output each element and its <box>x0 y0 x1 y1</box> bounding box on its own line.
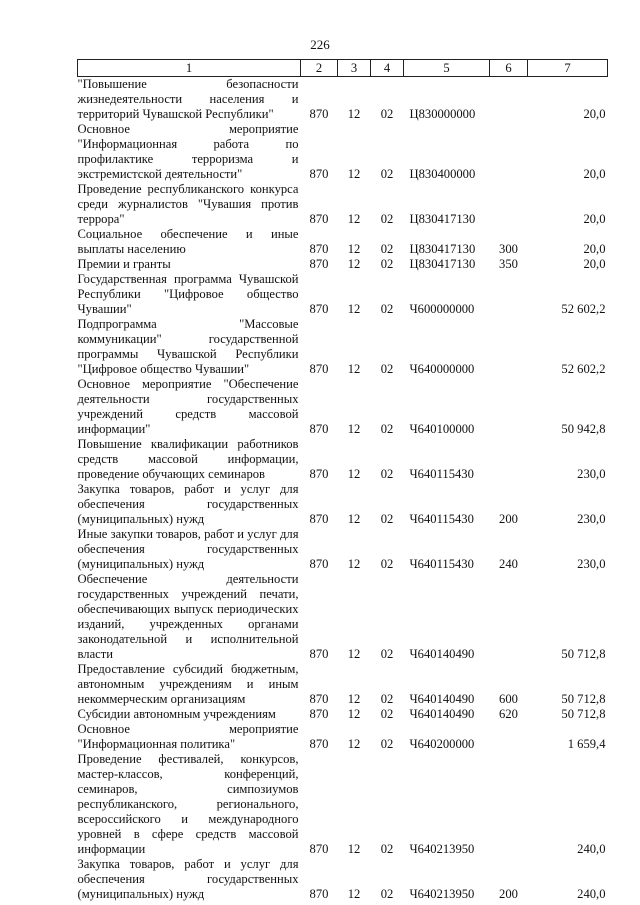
cell-ministry: 870 <box>309 692 329 706</box>
cell-section: 12 <box>347 737 361 751</box>
cell-target-article: Ч600000000 <box>409 302 475 316</box>
cell-target-article: Ч640213950 <box>409 887 475 901</box>
row-name: Иные закупки товаров, работ и услуг для обеспечения государственных (муниципальных) нужд <box>77 527 299 571</box>
cell-ministry: 870 <box>309 842 329 856</box>
row-name: Проведение республиканского конкурса среди журналистов "Чувашия против террора" <box>77 182 299 226</box>
cell-target-article: Ц830400000 <box>409 167 476 181</box>
row-name: Социальное обеспечение и иные выплаты населению <box>77 227 299 256</box>
cell-subsection: 02 <box>380 467 394 481</box>
cell-section: 12 <box>347 467 361 481</box>
cell-target-article: Ч640115430 <box>409 467 474 481</box>
cell-section: 12 <box>347 242 361 256</box>
cell-expense-type <box>490 317 528 377</box>
cell-subsection: 02 <box>380 842 394 856</box>
cell-amount: 20,0 <box>583 242 606 256</box>
header-col-6: 6 <box>490 60 528 77</box>
row-name: Предоставление субсидий бюджетным, автономным учреждениям и иным некоммерческим организациям <box>77 662 299 706</box>
cell-expense-type: 300 <box>499 242 518 256</box>
row-name: Субсидии автономным учреждениям <box>77 707 276 721</box>
header-col-4: 4 <box>371 60 404 77</box>
table-row <box>78 257 608 272</box>
cell-target-article: Ц830000000 <box>409 107 476 121</box>
cell-ministry: 870 <box>309 422 329 436</box>
cell-amount: 50 712,8 <box>561 692 606 706</box>
cell-subsection: 02 <box>380 887 394 901</box>
cell-subsection: 02 <box>380 362 394 376</box>
row-name: Обеспечение деятельности государственных учреждений печати, обеспечивающих выпуск периодических изданий, учрежденных органами законодательной и исполнительной власти <box>77 572 299 661</box>
cell-section: 12 <box>347 512 361 526</box>
cell-expense-type <box>490 377 528 437</box>
cell-target-article: Ч640200000 <box>409 737 475 751</box>
cell-expense-type <box>490 77 528 123</box>
cell-target-article: Ч640115430 <box>409 512 474 526</box>
cell-ministry: 870 <box>309 362 329 376</box>
table-row <box>78 572 608 662</box>
cell-section: 12 <box>347 422 361 436</box>
cell-expense-type: 200 <box>499 887 518 901</box>
row-name: "Повышение безопасности жизнедеятельности населения и территорий Чувашской Республики" <box>77 77 299 121</box>
cell-subsection: 02 <box>380 737 394 751</box>
cell-section: 12 <box>347 362 361 376</box>
cell-section: 12 <box>347 887 361 901</box>
cell-subsection: 02 <box>380 647 394 661</box>
cell-amount: 230,0 <box>577 557 606 571</box>
cell-ministry: 870 <box>309 557 329 571</box>
table-row <box>78 482 608 527</box>
table-row <box>78 437 608 482</box>
cell-amount: 52 602,2 <box>561 362 606 376</box>
cell-expense-type <box>490 437 528 482</box>
cell-ministry: 870 <box>309 467 329 481</box>
header-col-2: 2 <box>301 60 338 77</box>
cell-ministry: 870 <box>309 512 329 526</box>
cell-amount: 230,0 <box>577 512 606 526</box>
cell-subsection: 02 <box>380 692 394 706</box>
cell-section: 12 <box>347 647 361 661</box>
cell-subsection: 02 <box>380 257 394 271</box>
cell-expense-type: 240 <box>499 557 518 571</box>
cell-subsection: 02 <box>380 512 394 526</box>
table-row <box>78 182 608 227</box>
cell-ministry: 870 <box>309 107 329 121</box>
cell-expense-type <box>490 122 528 182</box>
cell-subsection: 02 <box>380 242 394 256</box>
cell-target-article: Ч640140490 <box>409 647 475 661</box>
cell-ministry: 870 <box>309 302 329 316</box>
table-row <box>78 527 608 572</box>
cell-section: 12 <box>347 692 361 706</box>
cell-section: 12 <box>347 107 361 121</box>
row-name: Основное мероприятие "Обеспечение деятельности государственных учреждений средств массовой информации" <box>77 377 299 436</box>
cell-ministry: 870 <box>309 707 329 721</box>
cell-amount: 20,0 <box>583 257 606 271</box>
table-row <box>78 377 608 437</box>
cell-section: 12 <box>347 257 361 271</box>
cell-ministry: 870 <box>309 887 329 901</box>
cell-target-article: Ч640115430 <box>409 557 474 571</box>
header-col-3: 3 <box>338 60 371 77</box>
cell-expense-type <box>490 182 528 227</box>
cell-section: 12 <box>347 557 361 571</box>
page-number: 226 <box>310 37 330 52</box>
row-name: Проведение фестивалей, конкурсов, мастер-классов, конференций, семинаров, симпозиумов республиканского, регионального, всероссийского и международного уровней в сфере средств массовой информации <box>77 752 299 856</box>
cell-ministry: 870 <box>309 167 329 181</box>
cell-target-article: Ч640213950 <box>409 842 475 856</box>
cell-subsection: 02 <box>380 422 394 436</box>
cell-amount: 50 712,8 <box>561 707 606 721</box>
cell-expense-type <box>490 572 528 662</box>
cell-expense-type <box>490 722 528 752</box>
cell-section: 12 <box>347 302 361 316</box>
cell-amount: 240,0 <box>577 842 606 856</box>
row-name: Основное мероприятие "Информационная работа по профилактике терроризма и экстремистской деятельности" <box>77 122 299 181</box>
cell-amount: 50 712,8 <box>561 647 606 661</box>
row-name: Закупка товаров, работ и услуг для обеспечения государственных (муниципальных) нужд <box>77 482 299 526</box>
table-row <box>78 707 608 722</box>
cell-amount: 50 942,8 <box>561 422 606 436</box>
cell-expense-type: 600 <box>499 692 518 706</box>
table-row <box>78 662 608 707</box>
table-row <box>78 77 608 123</box>
cell-target-article: Ц830417130 <box>409 242 476 256</box>
cell-target-article: Ц830417130 <box>409 212 476 226</box>
cell-target-article: Ч640140490 <box>409 692 475 706</box>
cell-expense-type <box>490 752 528 857</box>
cell-target-article: Ч640100000 <box>409 422 475 436</box>
row-name: Государственная программа Чувашской Республики "Цифровое общество Чувашии" <box>77 272 299 316</box>
cell-amount: 230,0 <box>577 467 606 481</box>
cell-subsection: 02 <box>380 167 394 181</box>
table-row <box>78 857 608 902</box>
budget-table <box>77 59 608 902</box>
cell-target-article: Ч640000000 <box>409 362 475 376</box>
table-row <box>78 722 608 752</box>
table-row <box>78 272 608 317</box>
cell-amount: 20,0 <box>583 107 606 121</box>
cell-amount: 20,0 <box>583 212 606 226</box>
cell-expense-type: 350 <box>499 257 518 271</box>
cell-amount: 1 659,4 <box>567 737 606 751</box>
cell-section: 12 <box>347 167 361 181</box>
header-col-1: 1 <box>78 60 301 77</box>
cell-ministry: 870 <box>309 737 329 751</box>
row-name: Подпрограмма "Массовые коммуникации" государственной программы Чувашской Республики "Цифровое общество Чувашии" <box>77 317 299 376</box>
cell-amount: 20,0 <box>583 167 606 181</box>
cell-target-article: Ч640140490 <box>409 707 475 721</box>
row-name: Закупка товаров, работ и услуг для обеспечения государственных (муниципальных) нужд <box>77 857 299 901</box>
cell-amount: 240,0 <box>577 887 606 901</box>
row-name: Основное мероприятие "Информационная политика" <box>77 722 299 751</box>
cell-subsection: 02 <box>380 557 394 571</box>
cell-subsection: 02 <box>380 302 394 316</box>
table-row <box>78 122 608 182</box>
table-body <box>78 77 608 903</box>
table-row <box>78 317 608 377</box>
cell-ministry: 870 <box>309 647 329 661</box>
table-header <box>78 60 608 77</box>
cell-subsection: 02 <box>380 107 394 121</box>
header-col-5: 5 <box>404 60 490 77</box>
cell-expense-type <box>490 272 528 317</box>
cell-section: 12 <box>347 212 361 226</box>
header-row <box>78 60 608 77</box>
cell-expense-type: 620 <box>499 707 518 721</box>
cell-ministry: 870 <box>309 212 329 226</box>
cell-target-article: Ц830417130 <box>409 257 476 271</box>
row-name: Повышение квалификации работников средств массовой информации, проведение обучающих семинаров <box>77 437 299 481</box>
cell-section: 12 <box>347 707 361 721</box>
cell-section: 12 <box>347 842 361 856</box>
cell-subsection: 02 <box>380 212 394 226</box>
cell-amount: 52 602,2 <box>561 302 606 316</box>
cell-subsection: 02 <box>380 707 394 721</box>
table-row <box>78 752 608 857</box>
cell-ministry: 870 <box>309 257 329 271</box>
cell-expense-type: 200 <box>499 512 518 526</box>
cell-ministry: 870 <box>309 242 329 256</box>
header-col-7: 7 <box>528 60 608 77</box>
table-row <box>78 227 608 257</box>
row-name: Премии и гранты <box>77 257 171 271</box>
